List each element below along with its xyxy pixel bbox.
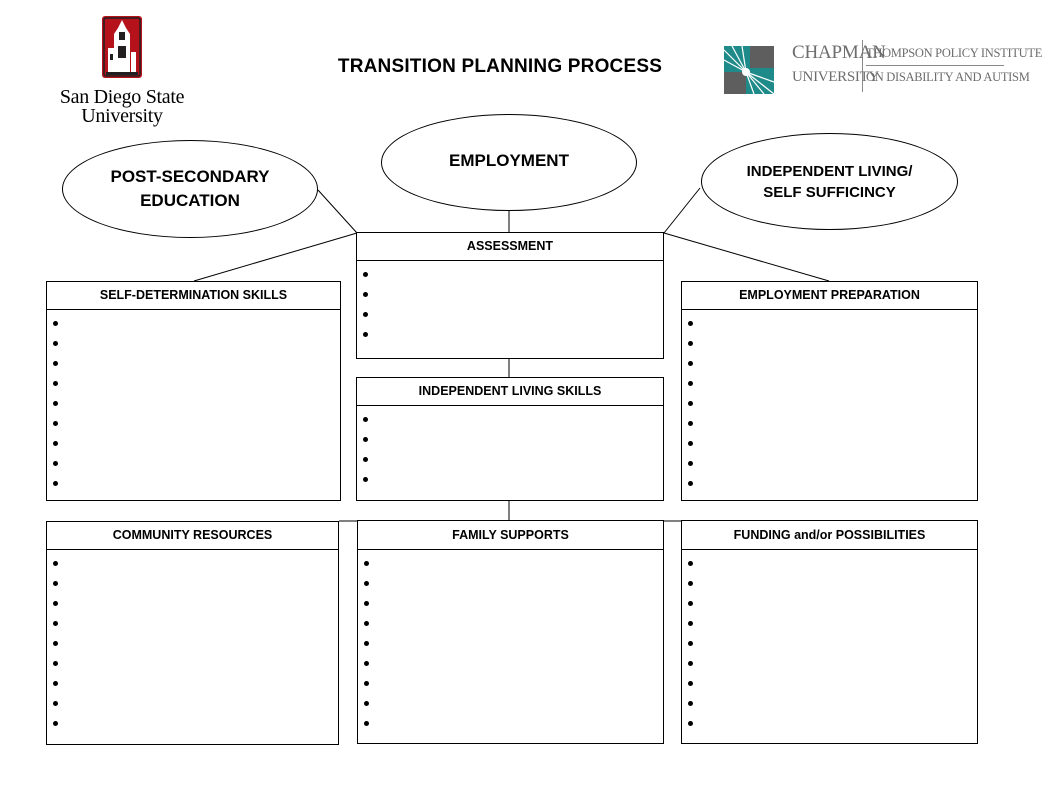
- institute-name-line1: THOMPSON POLICY INSTITUTE: [866, 42, 1004, 66]
- bullet-item: [364, 694, 663, 714]
- bullet-item: [688, 654, 977, 674]
- bullet-item: [688, 694, 977, 714]
- bullet-item: [364, 634, 663, 654]
- bullet-item: [53, 374, 340, 394]
- self-determination-list: [47, 310, 340, 494]
- bullet-item: [53, 434, 340, 454]
- bullet-item: [364, 714, 663, 734]
- bullet-item: [688, 474, 977, 494]
- bullet-item: [53, 454, 340, 474]
- self-determination-box: [46, 281, 341, 501]
- bullet-item: [363, 430, 663, 450]
- funding-title: FUNDING and/or POSSIBILITIES: [682, 521, 977, 550]
- community-resources-list: [47, 550, 338, 734]
- employment-label: EMPLOYMENT: [449, 150, 569, 170]
- chapman-name-line1: CHAPMAN: [792, 42, 886, 63]
- bullet-item: [53, 634, 338, 654]
- self-determination-title: SELF-DETERMINATION SKILLS: [47, 282, 340, 310]
- bullet-item: [364, 614, 663, 634]
- bullet-item: [363, 470, 663, 490]
- bullet-item: [53, 574, 338, 594]
- family-supports-title: FAMILY SUPPORTS: [358, 521, 663, 550]
- bullet-item: [688, 314, 977, 334]
- funding-box: [681, 520, 978, 744]
- sdsu-name-line2: University: [81, 105, 163, 127]
- sdsu-name-line1: San Diego State: [59, 86, 185, 108]
- bullet-item: [688, 334, 977, 354]
- independent-living-skills-box: [356, 377, 664, 501]
- bullet-item: [53, 654, 338, 674]
- independent-living-line1: INDEPENDENT LIVING/: [746, 162, 913, 180]
- assessment-box: [356, 232, 664, 359]
- employment-preparation-title: EMPLOYMENT PREPARATION: [682, 282, 977, 310]
- bullet-item: [53, 474, 340, 494]
- post-secondary-education-oval: [62, 140, 318, 238]
- bullet-item: [688, 574, 977, 594]
- employment-preparation-box: [681, 281, 978, 501]
- bullet-item: [688, 374, 977, 394]
- institute-name-line2: ON DISABILITY AND AUTISM: [866, 70, 1030, 84]
- family-supports-list: [358, 550, 663, 734]
- community-resources-box: [46, 521, 339, 745]
- bullet-item: [53, 714, 338, 734]
- bullet-item: [688, 354, 977, 374]
- bullet-item: [53, 394, 340, 414]
- bullet-item: [688, 414, 977, 434]
- connector-independent-to-assessment: [664, 188, 700, 233]
- bullet-item: [688, 454, 977, 474]
- bullet-item: [688, 714, 977, 734]
- connector-assessment-to-self-determination: [194, 233, 357, 281]
- bullet-item: [688, 614, 977, 634]
- independent-living-oval: [701, 133, 958, 230]
- bullet-item: [53, 554, 338, 574]
- bullet-item: [363, 265, 663, 285]
- family-supports-box: [357, 520, 664, 744]
- bullet-item: [363, 410, 663, 430]
- page-title: TRANSITION PLANNING PROCESS: [337, 56, 663, 77]
- employment-oval: [381, 114, 637, 211]
- bullet-item: [688, 594, 977, 614]
- bullet-item: [53, 694, 338, 714]
- bullet-item: [363, 285, 663, 305]
- bullet-item: [688, 434, 977, 454]
- independent-living-skills-title: INDEPENDENT LIVING SKILLS: [357, 378, 663, 406]
- chapman-name-line2: UNIVERSITY: [792, 69, 879, 85]
- assessment-title: ASSESSMENT: [357, 233, 663, 261]
- bullet-item: [53, 614, 338, 634]
- assessment-list: [357, 261, 663, 345]
- bullet-item: [363, 305, 663, 325]
- bullet-item: [688, 554, 977, 574]
- bullet-item: [688, 634, 977, 654]
- community-resources-title: COMMUNITY RESOURCES: [47, 522, 338, 550]
- post-secondary-line2: EDUCATION: [140, 191, 240, 210]
- bullet-item: [53, 314, 340, 334]
- independent-living-skills-list: [357, 406, 663, 490]
- bullet-item: [364, 554, 663, 574]
- bullet-item: [688, 394, 977, 414]
- bullet-item: [53, 354, 340, 374]
- bullet-item: [364, 574, 663, 594]
- bullet-item: [53, 334, 340, 354]
- funding-list: [682, 550, 977, 734]
- bullet-item: [364, 654, 663, 674]
- bullet-item: [53, 594, 338, 614]
- bullet-item: [53, 414, 340, 434]
- bullet-item: [688, 674, 977, 694]
- bullet-item: [363, 325, 663, 345]
- bullet-item: [53, 674, 338, 694]
- connector-assessment-to-employment-prep: [664, 233, 829, 281]
- bullet-item: [364, 674, 663, 694]
- independent-living-line2: SELF SUFFICINCY: [763, 183, 896, 201]
- post-secondary-line1: POST-SECONDARY: [110, 167, 270, 186]
- bullet-item: [364, 594, 663, 614]
- employment-preparation-list: [682, 310, 977, 494]
- connector-post-to-assessment: [318, 190, 357, 233]
- bullet-item: [363, 450, 663, 470]
